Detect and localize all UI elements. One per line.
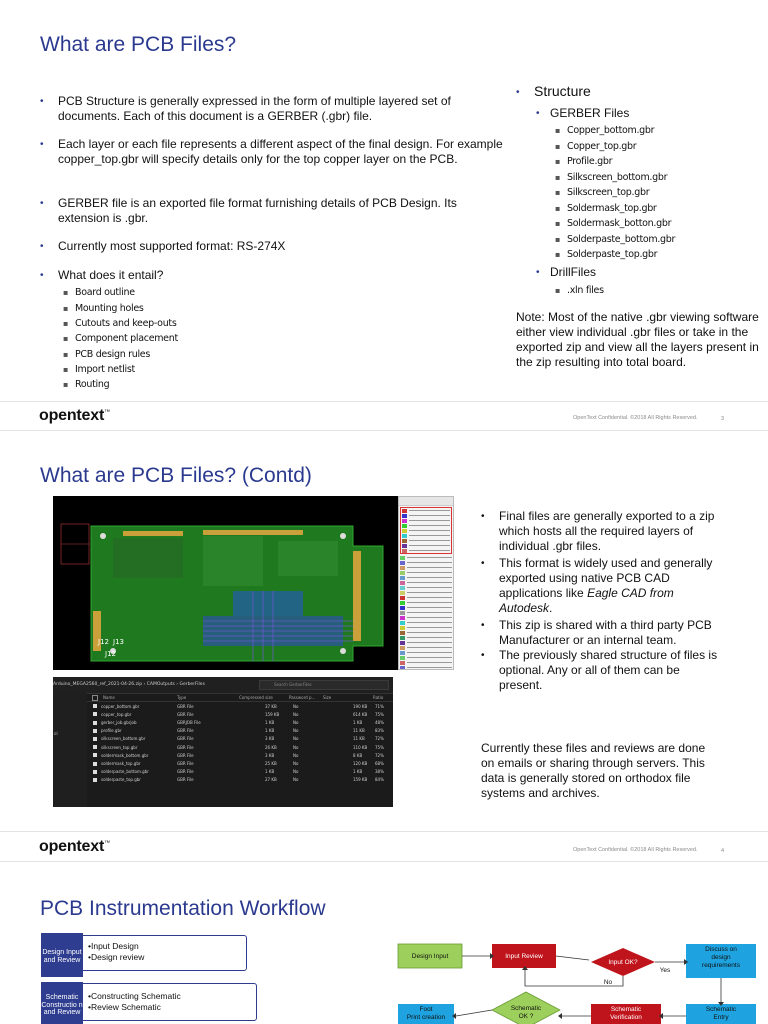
- entail-item: ▪ Routing: [63, 379, 110, 390]
- explorer-file-row: silkscreen_bottom.gbr GBR File 3 KB No 11 KB 72%: [87, 735, 393, 743]
- entail-item: ▪ Cutouts and keep-outs: [63, 318, 177, 329]
- drill-files-heading: • DrillFiles: [536, 265, 596, 279]
- bullet-pcb-structure: • PCB Structure is generally expressed in the form of multiple layered set of documents. Each of this document is a GERBER (.gbr) file.: [40, 94, 451, 123]
- file-icon: [93, 745, 97, 749]
- gerber-file-item: ▪ Copper_bottom.gbr: [555, 125, 655, 136]
- bullet-dot: •: [40, 198, 44, 209]
- page-number: 4: [721, 848, 725, 854]
- bullet-each-layer: • Each layer or each file represents a different aspect of the final design. For example copper_top.gbr will specify details only for the top copper layer on the PCB.: [40, 137, 503, 166]
- gerber-file-item: ▪ Soldermask_botton.gbr: [555, 218, 672, 229]
- opentext-logo: opentext™: [39, 407, 110, 424]
- storage-paragraph: Currently these files and reviews are done on emails or sharing through servers. This data is generally stored on orthodox file systems and archives.: [481, 741, 706, 800]
- bullet-structure-optional: • The previously shared structure of files is optional. Any or all of them can be present.: [481, 648, 718, 692]
- pcb-board-image: [53, 496, 398, 670]
- opentext-logo: opentext™: [39, 838, 110, 855]
- slide-divider: [0, 861, 768, 862]
- pcb-label: J12: [98, 638, 109, 646]
- explorer-file-row: gerber_job.gbrjob GBRJOB File 1 KB No 1 KB 48%: [87, 719, 393, 727]
- flow-input-review-label: Input Review: [505, 953, 543, 960]
- gerber-file-item: ▪ Solderpaste_top.gbr: [555, 249, 658, 260]
- entail-item: ▪ Component placement: [63, 333, 178, 344]
- stage-design-input-review: Design Input and Review: [41, 933, 83, 977]
- structure-heading: • Structure: [516, 83, 591, 99]
- file-icon: [93, 762, 97, 766]
- file-icon: [93, 712, 97, 716]
- workflow-flowchart: [385, 940, 768, 1024]
- stage-schematic-construction-review: Schematic Constructio n and Review: [41, 982, 83, 1024]
- pcb-board-drawing: [53, 496, 398, 670]
- flow-schematic-ok-label: Schematic OK ?: [510, 1005, 542, 1020]
- layer-selection-box: [400, 507, 452, 554]
- select-all-checkbox: [92, 695, 98, 701]
- explorer-search: Search GerberFiles: [259, 680, 389, 690]
- bullet-format-widely-used: • This format is widely used and generally exported using native PCB CAD applications like Eagle CAD from Autodesk.: [481, 556, 713, 615]
- confidential-notice: OpenText Confidential. ©2018 All Rights Reserved.: [573, 415, 698, 421]
- file-icon: [93, 778, 97, 782]
- bullet-what-entail: • What does it entail?: [40, 268, 164, 282]
- gerber-file-item: ▪ Silkscreen_top.gbr: [555, 187, 650, 198]
- gerber-file-item: ▪ Soldermask_top.gbr: [555, 203, 657, 214]
- flowchart-drawing: [385, 940, 768, 1024]
- bullet-dot: •: [40, 139, 44, 150]
- explorer-file-row: soldermask_bottom.gbr GBR File 3 KB No 8 KB 72%: [87, 751, 393, 759]
- footer-divider: [0, 401, 768, 402]
- slide-what-are-pcb-files: [0, 0, 768, 430]
- explorer-header-row: Name Type Compressed size Password p... Size Ratio: [87, 693, 393, 702]
- explorer-file-row: solderpaste_bottom.gbr GBR File 1 KB No 1 KB 38%: [87, 768, 393, 776]
- file-icon: [93, 704, 97, 708]
- bullet-gerber-file: • GERBER file is an exported file format furnishing details of PCB Design. Its extension is .gbr.: [40, 196, 457, 225]
- entail-item: ▪ Board outline: [63, 287, 135, 298]
- file-icon: [93, 729, 97, 733]
- layer-panel-header: [399, 497, 453, 506]
- flow-design-input-label: Design Input: [411, 953, 449, 960]
- gerber-file-item: ▪ Copper_top.gbr: [555, 141, 637, 152]
- footer-divider: [0, 831, 768, 832]
- gerber-file-item: ▪ Silkscreen_bottom.gbr: [555, 172, 668, 183]
- file-icon: [93, 721, 97, 725]
- pcb-label: J13: [113, 638, 124, 646]
- explorer-file-row: silkscreen_top.gbr GBR File 26 KB No 110 KB 75%: [87, 743, 393, 751]
- flow-no-label: No: [603, 979, 613, 986]
- slide-title: PCB Instrumentation Workflow: [40, 897, 326, 920]
- flow-discuss-label: Discuss on design requirements: [702, 946, 740, 969]
- explorer-file-row: profile.gbr GBR File 1 KB No 11 KB 83%: [87, 727, 393, 735]
- slide-title: What are PCB Files? (Contd): [40, 464, 312, 487]
- gerber-files-heading: • GERBER Files: [536, 106, 630, 120]
- explorer-sidebar: ol: [53, 693, 87, 807]
- slide-divider: [0, 430, 768, 431]
- viewing-note: Note: Most of the native .gbr viewing software either view individual .gbr files or take in the exported zip and view all the layers present in the zip resulting into total board.: [516, 310, 759, 369]
- entail-item: ▪ PCB design rules: [63, 349, 150, 360]
- drill-file-item: ▪ .xln files: [555, 285, 604, 296]
- gerber-file-item: ▪ Solderpaste_bottom.gbr: [555, 234, 676, 245]
- page-number: 3: [721, 416, 725, 422]
- bullet-dot: •: [40, 270, 44, 281]
- pcb-label: J12: [105, 650, 116, 658]
- flow-input-ok-label: Input OK?: [608, 959, 638, 966]
- stage-card-schematic: •Constructing Schematic •Review Schematic: [80, 983, 257, 1021]
- bullet-supported-format: • Currently most supported format: RS-274X: [40, 239, 286, 253]
- file-explorer-screenshot: [53, 677, 393, 807]
- explorer-file-row: copper_bottom.gbr GBR File 37 KB No 190 KB 71%: [87, 702, 393, 710]
- file-icon: [93, 770, 97, 774]
- confidential-notice: OpenText Confidential. ©2018 All Rights Reserved.: [573, 847, 698, 853]
- flow-schematic-verification-label: Schematic Verification: [610, 1006, 642, 1021]
- slide-title: What are PCB Files?: [40, 33, 237, 56]
- entail-item: ▪ Import netlist: [63, 364, 135, 375]
- explorer-toolbar: [53, 677, 393, 694]
- explorer-file-table: [87, 693, 393, 784]
- explorer-path: Arduino_MEGA2560_ref_2021-04-26.zip › CAMOutputs › GerberFiles: [53, 682, 205, 687]
- gerber-file-item: ▪ Profile.gbr: [555, 156, 613, 167]
- bullet-zip-shared: • This zip is shared with a third party PCB Manufacturer or an internal team.: [481, 618, 712, 647]
- stage-card-design: •Input Design •Design review: [80, 935, 247, 971]
- flow-foot-print-label: Foot Print creation: [406, 1006, 446, 1021]
- bullet-final-files: • Final files are generally exported to a zip which hosts all the required layers of individual .gbr files.: [481, 509, 715, 553]
- explorer-file-row: copper_top.gbr GBR File 159 KB No 614 KB 75%: [87, 710, 393, 718]
- layer-panel: [398, 496, 454, 670]
- file-icon: [93, 737, 97, 741]
- bullet-dot: •: [40, 96, 44, 107]
- entail-item: ▪ Mounting holes: [63, 303, 144, 314]
- bullet-dot: •: [40, 241, 44, 252]
- explorer-file-row: solderpaste_top.gbr GBR File 27 KB No 159 KB 84%: [87, 776, 393, 784]
- file-icon: [93, 753, 97, 757]
- flow-schematic-entry-label: Schematic Entry: [705, 1006, 737, 1021]
- explorer-file-row: soldermask_top.gbr GBR File 25 KB No 120 KB 68%: [87, 760, 393, 768]
- flow-yes-label: Yes: [659, 967, 671, 974]
